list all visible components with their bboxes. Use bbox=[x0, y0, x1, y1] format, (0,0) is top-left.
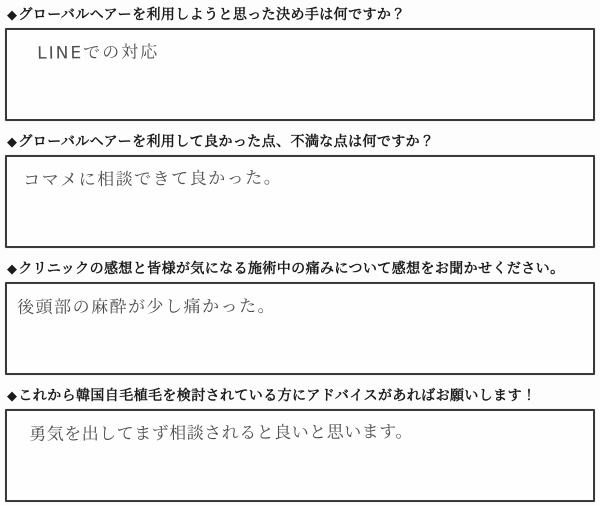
diamond-bullet-icon: ◆ bbox=[7, 261, 18, 276]
survey-section-4 bbox=[5, 385, 595, 502]
handwritten-answer: コマメに相談できて良かった。 bbox=[23, 168, 283, 191]
diamond-bullet-icon: ◆ bbox=[7, 388, 18, 403]
handwritten-answer: LINEでの対応 bbox=[37, 42, 160, 64]
question-heading-2 bbox=[7, 131, 595, 151]
question-heading-4 bbox=[7, 385, 595, 405]
question-text: クリニックの感想と皆様が気になる施術中の痛みについて感想をお聞かせください。 bbox=[18, 262, 565, 277]
question-text: グローバルヘアーを利用して良かった点、不満な点は何ですか？ bbox=[18, 135, 435, 150]
question-text: これから韓国自毛植毛を検討されている方にアドバイスがあればお願いします！ bbox=[18, 389, 537, 404]
question-heading-1 bbox=[7, 4, 595, 24]
answer-box-2 bbox=[5, 155, 595, 248]
answer-box-3 bbox=[5, 282, 595, 375]
survey-section-3 bbox=[5, 258, 595, 375]
handwritten-answer: 勇気を出してまず相談されると良いと思います。 bbox=[29, 422, 413, 445]
diamond-bullet-icon: ◆ bbox=[7, 134, 18, 149]
survey-section-1 bbox=[5, 4, 595, 121]
diamond-bullet-icon: ◆ bbox=[7, 7, 18, 22]
question-heading-3 bbox=[7, 258, 595, 278]
answer-box-1 bbox=[5, 28, 595, 121]
survey-section-2 bbox=[5, 131, 595, 248]
question-text: グローバルヘアーを利用しようと思った決め手は何ですか？ bbox=[18, 8, 406, 23]
handwritten-answer: 後頭部の麻酔が少し痛かった。 bbox=[17, 296, 277, 318]
answer-box-4 bbox=[5, 409, 595, 502]
